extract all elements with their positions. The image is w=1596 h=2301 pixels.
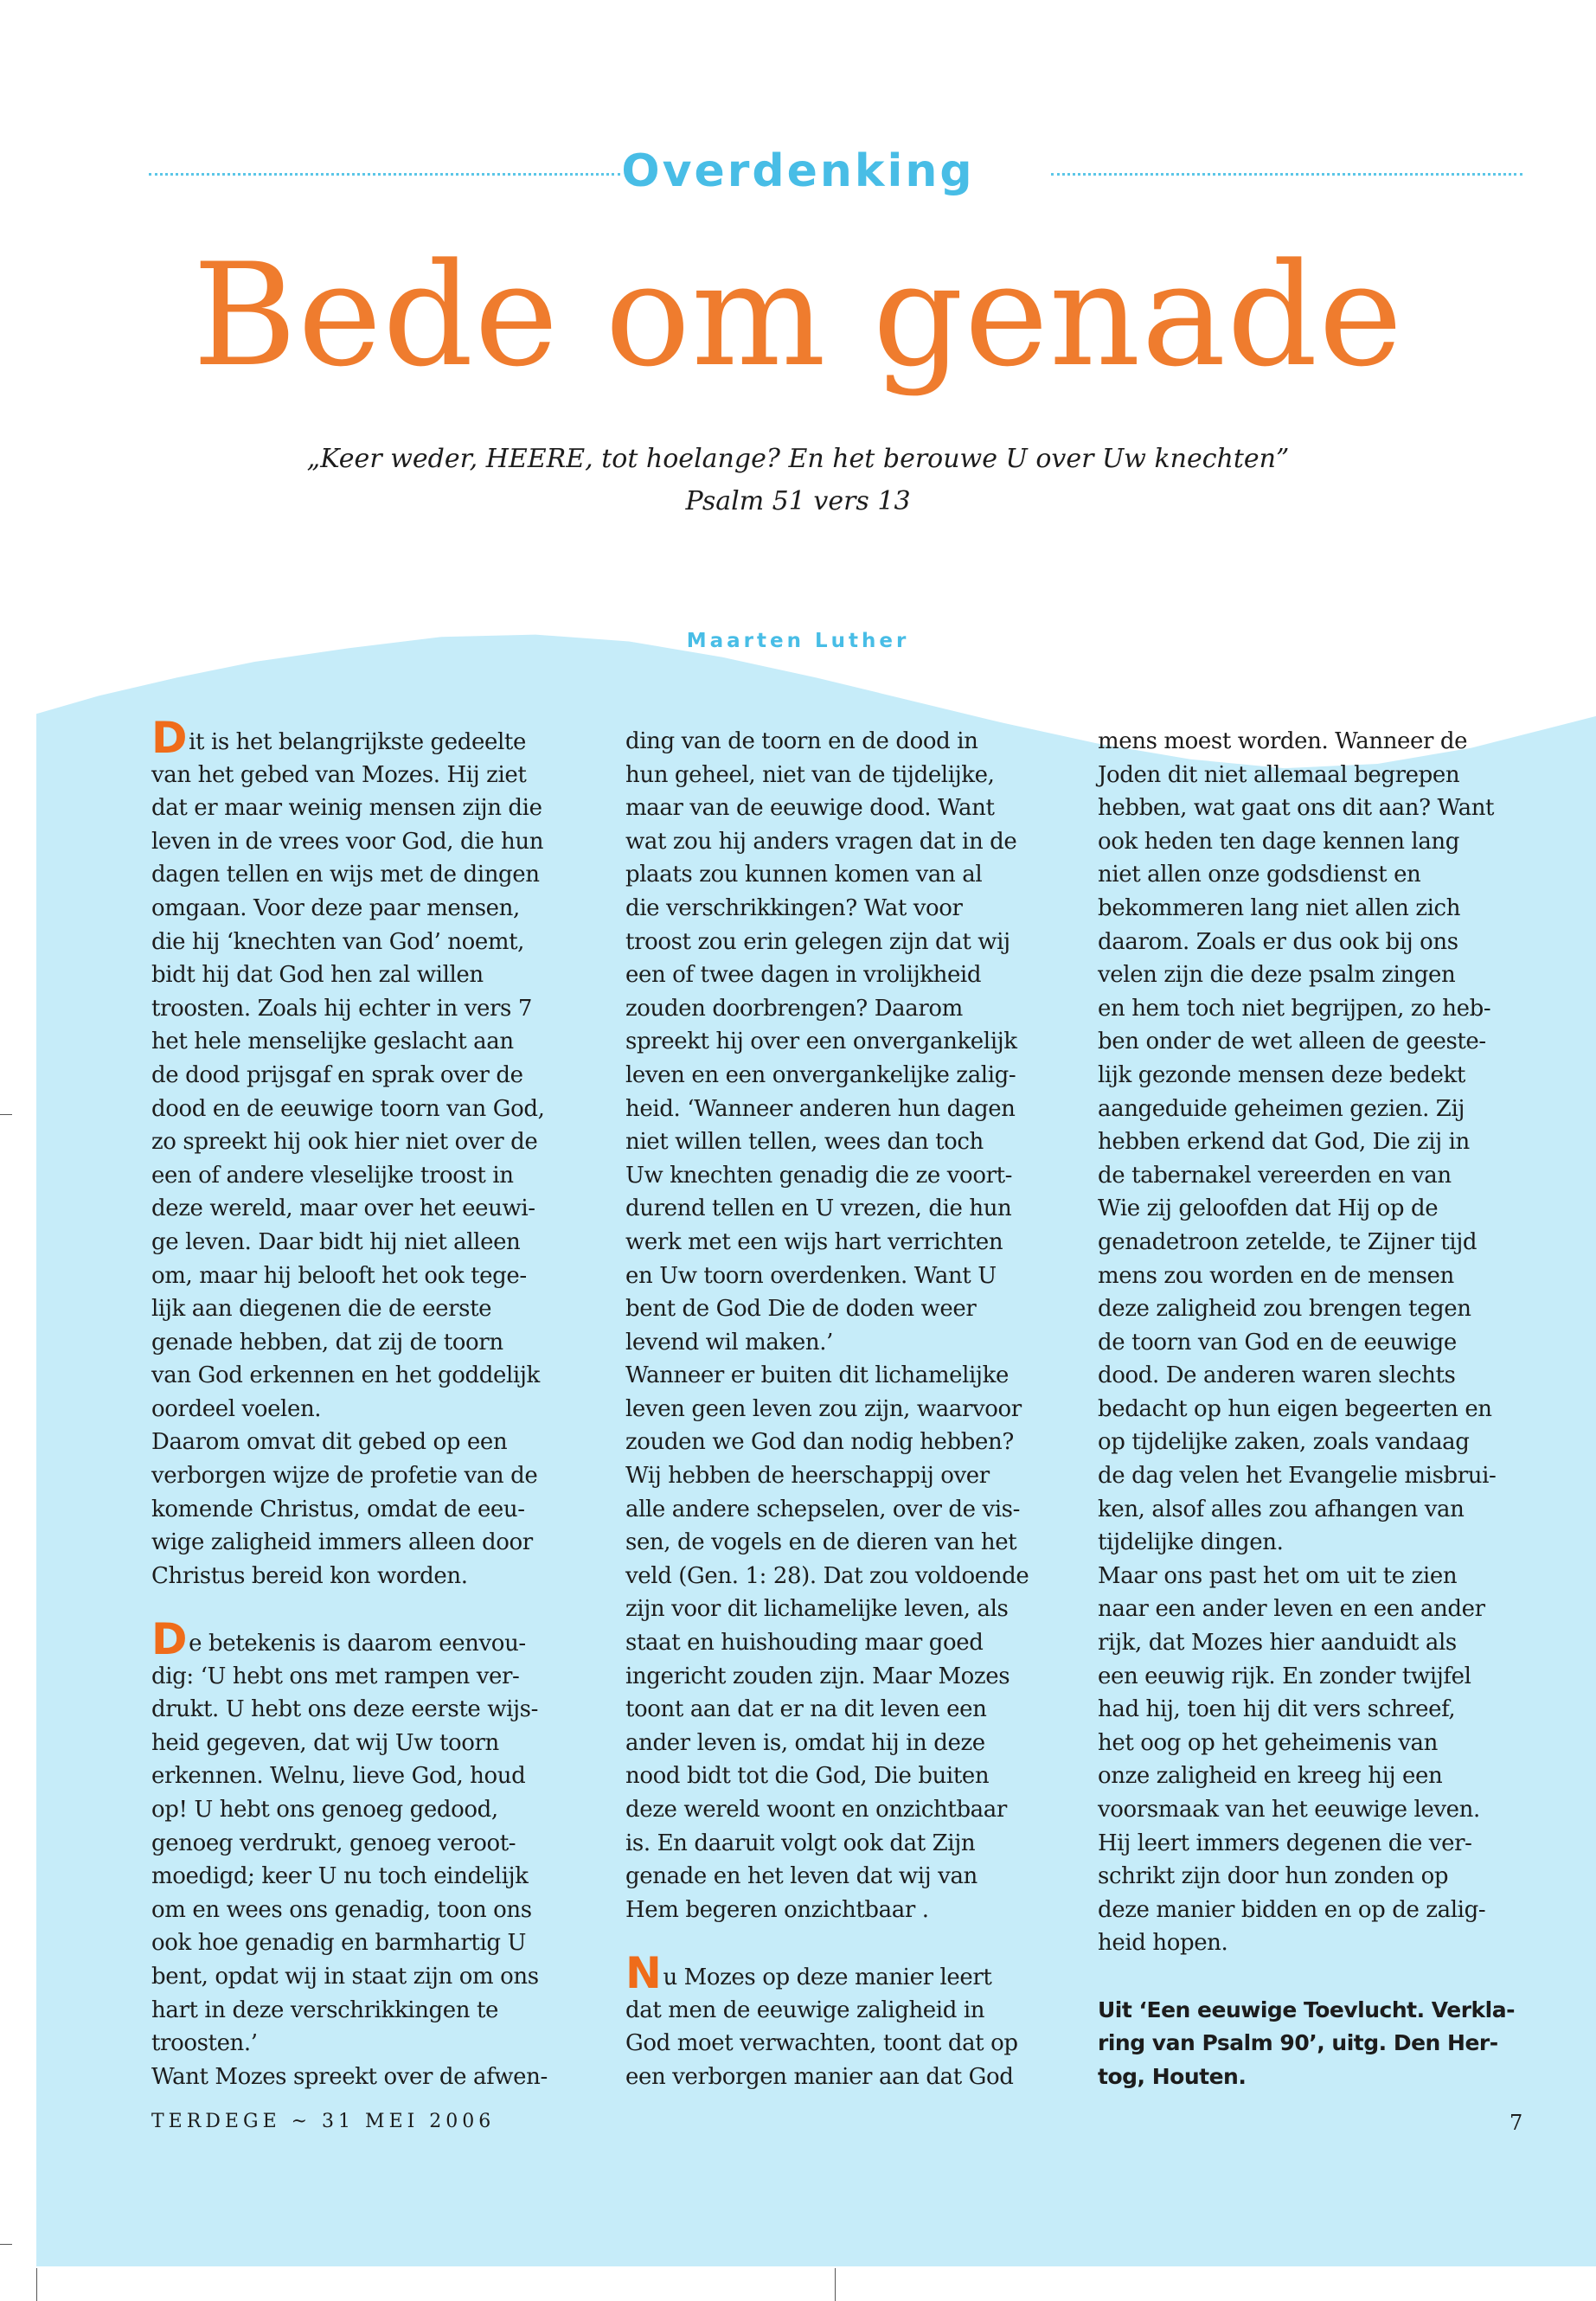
text-line bbox=[1098, 1926, 1548, 1960]
text-line bbox=[1098, 759, 1548, 792]
line-text: dood en de eeuwige toorn van God, bbox=[151, 1095, 545, 1122]
text-line bbox=[151, 1614, 601, 1665]
text-line bbox=[151, 1192, 601, 1226]
section-kicker: Overdenking bbox=[621, 145, 975, 197]
line-text: een eeuwig rijk. En zonder twijfel bbox=[1098, 1663, 1471, 1689]
text-line bbox=[151, 1125, 601, 1159]
text-line bbox=[1098, 1660, 1548, 1694]
text-line bbox=[625, 1793, 1075, 1827]
line-text: God moet verwachten, toont dat op bbox=[625, 2030, 1018, 2057]
line-text: mens zou worden en de mensen bbox=[1098, 1262, 1454, 1289]
text-line bbox=[151, 759, 601, 792]
line-text: ander leven is, omdat hij in deze bbox=[625, 1729, 985, 1756]
text-line bbox=[625, 792, 1075, 825]
drop-cap: N bbox=[625, 1947, 662, 1998]
line-text: ook hoe genadig en barmhartig U bbox=[151, 1930, 527, 1957]
text-line bbox=[1098, 926, 1548, 959]
text-line bbox=[625, 1393, 1075, 1426]
text-line bbox=[625, 1459, 1075, 1493]
text-line bbox=[625, 1693, 1075, 1727]
text-line bbox=[1098, 1493, 1548, 1527]
text-line bbox=[625, 1292, 1075, 1326]
text-line bbox=[625, 725, 1075, 759]
line-text: zouden doorbrengen? Daarom bbox=[625, 995, 963, 1022]
line-text: Wanneer er buiten dit lichamelijke bbox=[625, 1362, 1009, 1389]
line-text: staat en huishouding maar goed bbox=[625, 1630, 984, 1657]
text-line bbox=[151, 1459, 601, 1493]
text-line bbox=[151, 1159, 601, 1193]
line-text: niet willen tellen, wees dan toch bbox=[625, 1129, 984, 1156]
text-line bbox=[151, 1059, 601, 1093]
text-line bbox=[1098, 1159, 1548, 1193]
line-text: onze zaligheid en kreeg hij een bbox=[1098, 1763, 1443, 1790]
line-text: ben onder de wet alleen de geeste- bbox=[1098, 1029, 1486, 1055]
text-line bbox=[1098, 1259, 1548, 1293]
line-text: ring van Psalm 90’, uitg. Den Her- bbox=[1098, 2030, 1498, 2056]
text-line bbox=[1098, 1192, 1548, 1226]
line-text: om, maar hij belooft het ook tege- bbox=[151, 1262, 527, 1289]
line-text: omgaan. Voor deze paar mensen, bbox=[151, 894, 520, 921]
line-text: die verschrikkingen? Wat voor bbox=[625, 894, 963, 921]
crop-mark-left-mid bbox=[0, 1114, 12, 1115]
crop-mark-bottom-left bbox=[36, 2268, 37, 2301]
line-text: Wie zij geloofden dat Hij op de bbox=[1098, 1195, 1439, 1222]
line-text: e betekenis is daarom eenvou- bbox=[189, 1631, 526, 1657]
text-line bbox=[1098, 1226, 1548, 1259]
line-text: troosten. Zoals hij echter in vers 7 bbox=[151, 995, 532, 1022]
text-line bbox=[151, 713, 601, 763]
line-text: erkennen. Welnu, lieve God, houd bbox=[151, 1763, 526, 1790]
line-text: u Mozes op deze manier leert bbox=[663, 1964, 992, 1990]
text-line bbox=[1098, 792, 1548, 825]
paragraph-gap bbox=[151, 1593, 601, 1626]
line-text: leven geen leven zou zijn, waarvoor bbox=[625, 1395, 1022, 1422]
text-line bbox=[1098, 1459, 1548, 1493]
line-text: Uw knechten genadig die ze voort- bbox=[625, 1162, 1013, 1189]
text-line bbox=[151, 1526, 601, 1560]
line-text: Uit ‘Een eeuwige Toevlucht. Verkla- bbox=[1098, 1997, 1515, 2022]
line-text: werk met een wijs hart verrichten bbox=[625, 1228, 1003, 1255]
line-text: Wij hebben de heerschappij over bbox=[625, 1463, 990, 1490]
text-line bbox=[625, 825, 1075, 859]
text-line bbox=[151, 992, 601, 1026]
text-line bbox=[151, 1493, 601, 1527]
line-text: wige zaligheid immers alleen door bbox=[151, 1529, 533, 1556]
text-line bbox=[1098, 1059, 1548, 1093]
line-text: heid. ‘Wanneer anderen hun dagen bbox=[625, 1095, 1016, 1122]
text-line bbox=[151, 1259, 601, 1293]
paragraph-gap bbox=[1098, 1960, 1548, 1994]
text-line bbox=[151, 1560, 601, 1593]
line-text: zo spreekt hij ook hier niet over de bbox=[151, 1129, 538, 1156]
line-text: lijk gezonde mensen deze bedekt bbox=[1098, 1061, 1465, 1088]
crop-mark-left-bottom bbox=[0, 2244, 12, 2245]
text-line bbox=[1098, 1593, 1548, 1626]
line-text: spreekt hij over een onvergankelijk bbox=[625, 1029, 1017, 1055]
line-text: bidt hij dat God hen zal willen bbox=[151, 962, 484, 989]
text-line bbox=[151, 1759, 601, 1793]
text-line bbox=[151, 2027, 601, 2061]
line-text: ken, alsof alles zou afhangen van bbox=[1098, 1496, 1465, 1522]
text-line bbox=[1098, 1560, 1548, 1593]
line-text: hebben erkend dat God, Die zij in bbox=[1098, 1129, 1470, 1156]
line-text: leven en een onvergankelijke zalig- bbox=[625, 1061, 1016, 1088]
line-text: een verborgen manier aan dat God bbox=[625, 2063, 1014, 2090]
line-text: dat er maar weinig mensen zijn die bbox=[151, 795, 542, 822]
text-line bbox=[625, 1660, 1075, 1694]
text-line bbox=[151, 1359, 601, 1393]
line-text: ook heden ten dage kennen lang bbox=[1098, 828, 1460, 855]
text-line bbox=[625, 1259, 1075, 1293]
text-line bbox=[1098, 2061, 1548, 2094]
text-line bbox=[1098, 1626, 1548, 1660]
line-text: dig: ‘U hebt ons met rampen ver- bbox=[151, 1663, 520, 1689]
text-column-2 bbox=[625, 725, 1075, 2093]
text-line bbox=[151, 1926, 601, 1960]
text-line bbox=[151, 958, 601, 992]
text-line bbox=[151, 1894, 601, 1927]
line-text: de dag velen het Evangelie misbrui- bbox=[1098, 1463, 1497, 1490]
line-text: rijk, dat Mozes hier aanduidt als bbox=[1098, 1630, 1457, 1657]
line-text: van God erkennen en het goddelijk bbox=[151, 1362, 540, 1389]
line-text: Hem begeren onzichtbaar . bbox=[625, 1896, 929, 1923]
text-line bbox=[151, 1860, 601, 1894]
line-text: levend wil maken.’ bbox=[625, 1329, 833, 1356]
line-text: tijdelijke dingen. bbox=[1098, 1529, 1284, 1556]
line-text: bedacht op hun eigen begeerten en bbox=[1098, 1395, 1492, 1422]
text-line bbox=[1098, 1994, 1548, 2028]
line-text: op tijdelijke zaken, zoals vandaag bbox=[1098, 1429, 1470, 1456]
text-line bbox=[625, 992, 1075, 1026]
line-text: maar van de eeuwige dood. Want bbox=[625, 795, 995, 822]
line-text: zijn voor dit lichamelijke leven, als bbox=[625, 1596, 1009, 1623]
line-text: wat zou hij anders vragen dat in de bbox=[625, 828, 1017, 855]
text-line bbox=[625, 1560, 1075, 1593]
line-text: heid hopen. bbox=[1098, 1930, 1228, 1957]
text-line bbox=[625, 1827, 1075, 1861]
text-line bbox=[151, 926, 601, 959]
line-text: aangeduide geheimen gezien. Zij bbox=[1098, 1095, 1465, 1122]
text-line bbox=[625, 1159, 1075, 1193]
drop-cap: D bbox=[151, 713, 188, 763]
line-text: naar een ander leven en een ander bbox=[1098, 1596, 1485, 1623]
text-line bbox=[625, 1025, 1075, 1059]
line-text: ding van de toorn en de dood in bbox=[625, 728, 978, 754]
line-text: die hij ‘knechten van God’ noemt, bbox=[151, 928, 525, 955]
text-line bbox=[625, 1125, 1075, 1159]
line-text: deze zaligheid zou brengen tegen bbox=[1098, 1296, 1471, 1323]
text-line bbox=[625, 892, 1075, 926]
text-column-1 bbox=[151, 713, 601, 2093]
text-line bbox=[1098, 1393, 1548, 1426]
text-line bbox=[151, 1426, 601, 1459]
text-line bbox=[151, 1292, 601, 1326]
text-line bbox=[625, 1059, 1075, 1093]
text-column-3 bbox=[1098, 725, 1548, 2093]
line-text: nood bidt tot die God, Die buiten bbox=[625, 1763, 990, 1790]
line-text: zouden we God dan nodig hebben? bbox=[625, 1429, 1014, 1456]
text-line bbox=[625, 2027, 1075, 2061]
text-line bbox=[625, 1526, 1075, 1560]
line-text: de toorn van God en de eeuwige bbox=[1098, 1329, 1457, 1356]
line-text: moedigd; keer U nu toch eindelijk bbox=[151, 1863, 529, 1890]
text-line bbox=[1098, 1093, 1548, 1126]
line-text: veld (Gen. 1: 28). Dat zou voldoende bbox=[625, 1562, 1029, 1589]
line-text: sen, de vogels en de dieren van het bbox=[625, 1529, 1017, 1556]
line-text: ge leven. Daar bidt hij niet alleen bbox=[151, 1228, 521, 1255]
text-line bbox=[1098, 892, 1548, 926]
text-line bbox=[625, 1426, 1075, 1459]
line-text: om en wees ons genadig, toon ons bbox=[151, 1896, 532, 1923]
text-line bbox=[151, 1226, 601, 1259]
line-text: komende Christus, omdat de eeu- bbox=[151, 1496, 525, 1522]
line-text: schrikt zijn door hun zonden op bbox=[1098, 1863, 1449, 1890]
line-text: op! U hebt ons genoeg gedood, bbox=[151, 1797, 498, 1823]
text-line bbox=[625, 1192, 1075, 1226]
line-text: dood. De anderen waren slechts bbox=[1098, 1362, 1456, 1389]
text-line bbox=[1098, 1326, 1548, 1360]
text-line bbox=[151, 1960, 601, 1994]
text-line bbox=[1098, 1759, 1548, 1793]
text-line bbox=[625, 1593, 1075, 1626]
text-line bbox=[625, 1759, 1075, 1793]
text-line bbox=[625, 958, 1075, 992]
text-line bbox=[1098, 1727, 1548, 1760]
line-text: verborgen wijze de profetie van de bbox=[151, 1463, 538, 1490]
text-line bbox=[1098, 1292, 1548, 1326]
line-text: een of twee dagen in vrolijkheid bbox=[625, 962, 982, 989]
text-line bbox=[625, 1359, 1075, 1393]
text-line bbox=[1098, 992, 1548, 1026]
line-text: de tabernakel vereerden en van bbox=[1098, 1162, 1452, 1189]
line-text: Maar ons past het om uit te zien bbox=[1098, 1562, 1458, 1589]
line-text: hun geheel, niet van de tijdelijke, bbox=[625, 761, 995, 788]
line-text: plaats zou kunnen komen van al bbox=[625, 862, 983, 888]
drop-cap: D bbox=[151, 1614, 188, 1665]
crop-mark-bottom-mid bbox=[835, 2268, 836, 2301]
line-text: it is het belangrijkste gedeelte bbox=[189, 729, 526, 755]
text-line bbox=[151, 892, 601, 926]
article-headline: Bede om genade bbox=[192, 233, 1404, 398]
line-text: genoeg verdrukt, genoeg veroot- bbox=[151, 1830, 516, 1856]
line-text: hart in deze verschrikkingen te bbox=[151, 1997, 499, 2023]
footer-publication: TERDEGE ~ 31 MEI 2006 bbox=[151, 2111, 496, 2132]
text-line bbox=[151, 1793, 601, 1827]
line-text: voorsmaak van het eeuwige leven. bbox=[1098, 1797, 1480, 1823]
text-line bbox=[1098, 1526, 1548, 1560]
text-line bbox=[1098, 958, 1548, 992]
line-text: toont aan dat er na dit leven een bbox=[625, 1696, 987, 1723]
line-text: drukt. U hebt ons deze eerste wijs- bbox=[151, 1696, 539, 1723]
line-text: het hele menselijke geslacht aan bbox=[151, 1029, 514, 1055]
text-line bbox=[1098, 1125, 1548, 1159]
text-line bbox=[1098, 1894, 1548, 1927]
text-line bbox=[151, 2061, 601, 2094]
text-line bbox=[625, 1326, 1075, 1360]
line-text: oordeel voelen. bbox=[151, 1395, 322, 1422]
text-line bbox=[625, 1727, 1075, 1760]
paragraph-gap bbox=[625, 1926, 1075, 1960]
text-line bbox=[1098, 2027, 1548, 2061]
text-line bbox=[151, 1994, 601, 2028]
text-line bbox=[625, 1860, 1075, 1894]
line-text: lijk aan diegenen die de eerste bbox=[151, 1296, 492, 1323]
line-text: Want Mozes spreekt over de afwen- bbox=[151, 2063, 548, 2090]
line-text: mens moest worden. Wanneer de bbox=[1098, 728, 1468, 754]
line-text: genade en het leven dat wij van bbox=[625, 1863, 977, 1890]
text-line bbox=[625, 2061, 1075, 2094]
text-line bbox=[151, 825, 601, 859]
text-line bbox=[151, 1827, 601, 1861]
text-line bbox=[625, 759, 1075, 792]
line-text: hebben, wat gaat ons dit aan? Want bbox=[1098, 795, 1495, 822]
line-text: troost zou erin gelegen zijn dat wij bbox=[625, 928, 1010, 955]
text-line bbox=[151, 1393, 601, 1426]
text-line bbox=[625, 1894, 1075, 1927]
line-text: leven in de vrees voor God, die hun bbox=[151, 828, 544, 855]
line-text: tog, Houten. bbox=[1098, 2063, 1247, 2089]
text-line bbox=[625, 926, 1075, 959]
line-text: niet allen onze godsdienst en bbox=[1098, 862, 1421, 888]
text-line bbox=[625, 1093, 1075, 1126]
text-line bbox=[1098, 1827, 1548, 1861]
text-line bbox=[1098, 725, 1548, 759]
text-line bbox=[1098, 1025, 1548, 1059]
line-text: bent de God Die de doden weer bbox=[625, 1296, 977, 1323]
text-line bbox=[151, 1025, 601, 1059]
text-line bbox=[1098, 1693, 1548, 1727]
text-line bbox=[151, 1693, 601, 1727]
line-text: troosten.’ bbox=[151, 2030, 258, 2057]
line-text: bent, opdat wij in staat zijn om ons bbox=[151, 1963, 539, 1990]
line-text: dat men de eeuwige zaligheid in bbox=[625, 1997, 985, 2023]
line-text: een of andere vleselijke troost in bbox=[151, 1162, 514, 1189]
scripture-quote: „Keer weder, HEERE, tot hoelange? En het berouwe U over Uw knechten” bbox=[306, 444, 1290, 474]
text-line bbox=[151, 792, 601, 825]
line-text: en hem toch niet begrijpen, zo heb- bbox=[1098, 995, 1491, 1022]
text-line bbox=[1098, 1860, 1548, 1894]
line-text: daarom. Zoals er dus ook bij ons bbox=[1098, 928, 1458, 955]
text-line bbox=[625, 1226, 1075, 1259]
text-line bbox=[625, 1947, 1075, 1998]
line-text: ingericht zouden zijn. Maar Mozes bbox=[625, 1663, 1010, 1689]
text-line bbox=[625, 858, 1075, 892]
text-line bbox=[151, 858, 601, 892]
line-text: Daarom omvat dit gebed op een bbox=[151, 1429, 508, 1456]
text-line bbox=[151, 1093, 601, 1126]
line-text: het oog op het geheimenis van bbox=[1098, 1729, 1438, 1756]
line-text: durend tellen en U vrezen, die hun bbox=[625, 1195, 1012, 1222]
line-text: genade hebben, dat zij de toorn bbox=[151, 1329, 503, 1356]
line-text: deze wereld, maar over het eeuwi- bbox=[151, 1195, 535, 1222]
scripture-reference: Psalm 51 vers 13 bbox=[685, 486, 911, 516]
text-line bbox=[151, 1660, 601, 1694]
text-line bbox=[1098, 825, 1548, 859]
text-line bbox=[1098, 1426, 1548, 1459]
text-line bbox=[1098, 1793, 1548, 1827]
line-text: velen zijn die deze psalm zingen bbox=[1098, 962, 1456, 989]
footer-page-number: 7 bbox=[1509, 2111, 1523, 2135]
text-line bbox=[625, 1626, 1075, 1660]
text-line bbox=[625, 1994, 1075, 2028]
line-text: deze wereld woont en onzichtbaar bbox=[625, 1797, 1007, 1823]
line-text: Christus bereid kon worden. bbox=[151, 1562, 468, 1589]
line-text: alle andere schepselen, over de vis- bbox=[625, 1496, 1020, 1522]
line-text: heid gegeven, dat wij Uw toorn bbox=[151, 1729, 499, 1756]
line-text: van het gebed van Mozes. Hij ziet bbox=[151, 761, 527, 788]
text-line bbox=[1098, 1359, 1548, 1393]
line-text: genadetroon zetelde, te Zijner tijd bbox=[1098, 1228, 1477, 1255]
author-byline: Maarten Luther bbox=[686, 630, 910, 652]
line-text: bekommeren lang niet allen zich bbox=[1098, 894, 1461, 921]
text-line bbox=[151, 1326, 601, 1360]
text-line bbox=[151, 1727, 601, 1760]
line-text: Joden dit niet allemaal begrepen bbox=[1098, 761, 1460, 788]
line-text: dagen tellen en wijs met de dingen bbox=[151, 862, 540, 888]
line-text: en Uw toorn overdenken. Want U bbox=[625, 1262, 997, 1289]
text-line bbox=[625, 1493, 1075, 1527]
line-text: Hij leert immers degenen die ver- bbox=[1098, 1830, 1472, 1856]
line-text: de dood prijsgaf en sprak over de bbox=[151, 1061, 523, 1088]
line-text: is. En daaruit volgt ook dat Zijn bbox=[625, 1830, 976, 1856]
line-text: had hij, toen hij dit vers schreef, bbox=[1098, 1696, 1456, 1723]
text-line bbox=[1098, 858, 1548, 892]
line-text: deze manier bidden en op de zalig- bbox=[1098, 1896, 1486, 1923]
